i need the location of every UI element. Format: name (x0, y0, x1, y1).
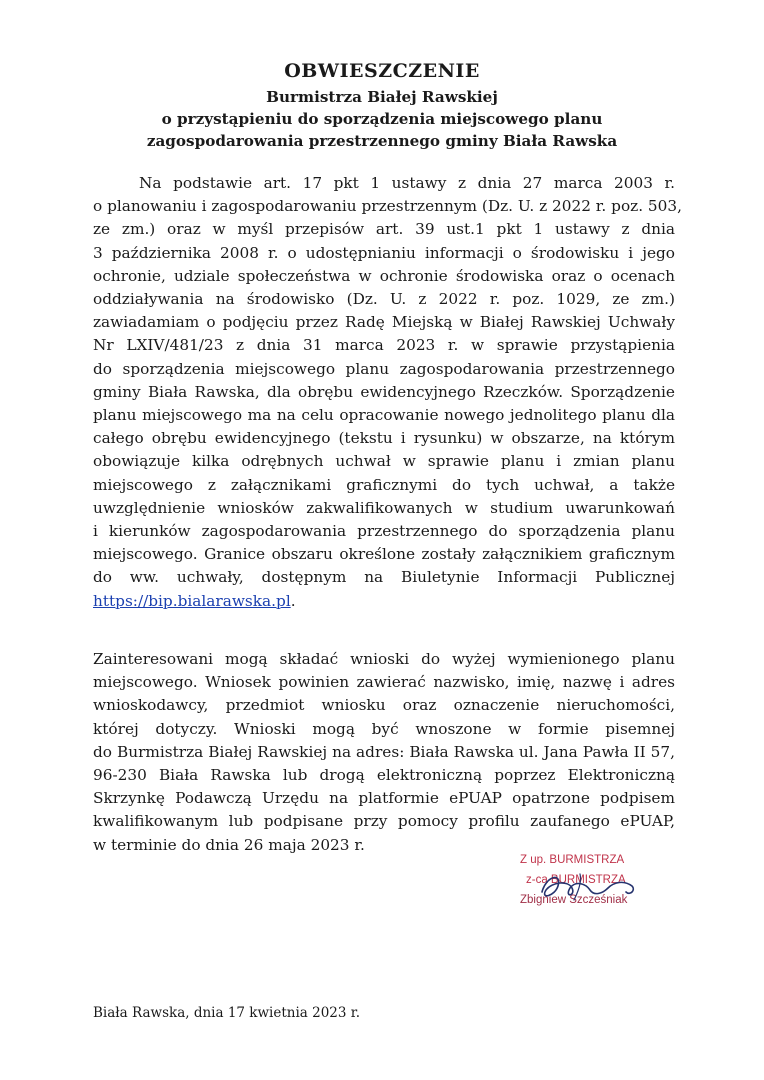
link-suffix: . (290, 591, 296, 610)
paragraph-line: w terminie do dnia 26 maja 2023 r. (93, 835, 365, 854)
paragraph-line: obowiązuje kilka odrębnych uchwał w sprawie planu i zmian planu (93, 452, 675, 471)
paragraph-line: całego obrębu ewidencyjnego (tekstu i rysunku) w obszarze, na którym (93, 429, 675, 448)
paragraph-line: wnioskodawcy, przedmiot wniosku oraz oznaczenie nieruchomości, (93, 696, 675, 715)
subtitle-line: Burmistrza Białej Rawskiej (266, 88, 498, 106)
paragraph-line: której dotyczy. Wnioski mogą być wnoszone w formie pisemnej (93, 719, 675, 738)
handwritten-signature-icon (528, 866, 648, 906)
paragraph-line: do sporządzenia miejscowego planu zagospodarowania przestrzennego (93, 359, 675, 378)
paragraph-line: oddziaływania na środowisko (Dz. U. z 2022 r. poz. 1029, ze zm.) (93, 290, 675, 309)
paragraph-line: planu miejscowego ma na celu opracowanie nowego jednolitego planu dla (93, 406, 675, 425)
paragraph-line: kwalifikowanym lub podpisane przy pomocy profilu zaufanego ePUAP, (93, 812, 675, 831)
paragraph-line: do ww. uchwały, dostępnym na Biuletynie Informacji Publicznej (93, 568, 675, 587)
paragraph-line-link (93, 590, 675, 613)
paragraph-line: Zainteresowani mogą składać wnioski do wyżej wymienionego planu (93, 650, 675, 668)
signature-authority: Z up. BURMISTRZA (520, 854, 625, 866)
paragraph-line: gminy Biała Rawska, dla obrębu ewidencyjnego Rzeczków. Sporządzenie (93, 382, 675, 401)
paragraph-legal-basis (93, 172, 682, 613)
subtitle-line: zagospodarowania przestrzennego gminy Biała Rawska (146, 132, 618, 150)
paragraph-line: miejscowego. Wniosek powinien zawierać nazwisko, imię, nazwę i adres (93, 673, 675, 692)
paragraph-line: o planowaniu i zagospodarowaniu przestrzennym (Dz. U. z 2022 r. poz. 503, (93, 197, 682, 216)
paragraph-line: miejscowego z załącznikami graficznymi do tych uchwał, a także (93, 475, 675, 494)
subtitle-line: o przystąpieniu do sporządzenia miejscowego planu (161, 110, 603, 128)
paragraph-line: Nr LXIV/481/23 z dnia 31 marca 2023 r. w sprawie przystąpienia (93, 336, 675, 355)
document-subtitle (0, 86, 764, 152)
signature-role: z-ca BURMISTRZA (526, 874, 626, 886)
paragraph-line: 3 października 2008 r. o udostępnianiu informacji o środowisku i jego (93, 243, 675, 262)
paragraph-line: miejscowego. Granice obszaru określone zostały załącznikiem graficznym (93, 545, 675, 564)
paragraph-line: i kierunków zagospodarowania przestrzennego do sporządzenia planu (93, 522, 675, 541)
paragraph-line: Na podstawie art. 17 pkt 1 ustawy z dnia 27 marca 2003 r. (139, 174, 675, 192)
paragraph-line: zawiadamiam o podjęciu przez Radę Miejską w Białej Rawskiej Uchwały (93, 313, 675, 332)
paragraph-line: ze zm.) oraz w myśl przepisów art. 39 ust.1 pkt 1 ustawy z dnia (93, 220, 675, 239)
paragraph-line: do Burmistrza Białej Rawskiej na adres: Biała Rawska ul. Jana Pawła II 57, (93, 742, 675, 761)
paragraph-line: Skrzynkę Podawczą Urzędu na platformie ePUAP opatrzone podpisem (93, 789, 675, 808)
paragraph-submissions (93, 648, 675, 857)
bip-link[interactable]: https://bip.bialarawska.pl (93, 591, 291, 610)
document-title: OBWIESZCZENIE (284, 60, 480, 82)
paragraph-line: 96-230 Biała Rawska lub drogą elektroniczną poprzez Elektroniczną (93, 766, 675, 785)
place-and-date: Biała Rawska, dnia 17 kwietnia 2023 r. (93, 1005, 361, 1021)
signature-name: Zbigniew Szcześniak (520, 894, 628, 906)
paragraph-line: ochronie, udziale społeczeństwa w ochronie środowiska oraz o ocenach (93, 266, 675, 285)
paragraph-line: uwzględnienie wniosków zakwalifikowanych w studium uwarunkowań (93, 498, 675, 517)
